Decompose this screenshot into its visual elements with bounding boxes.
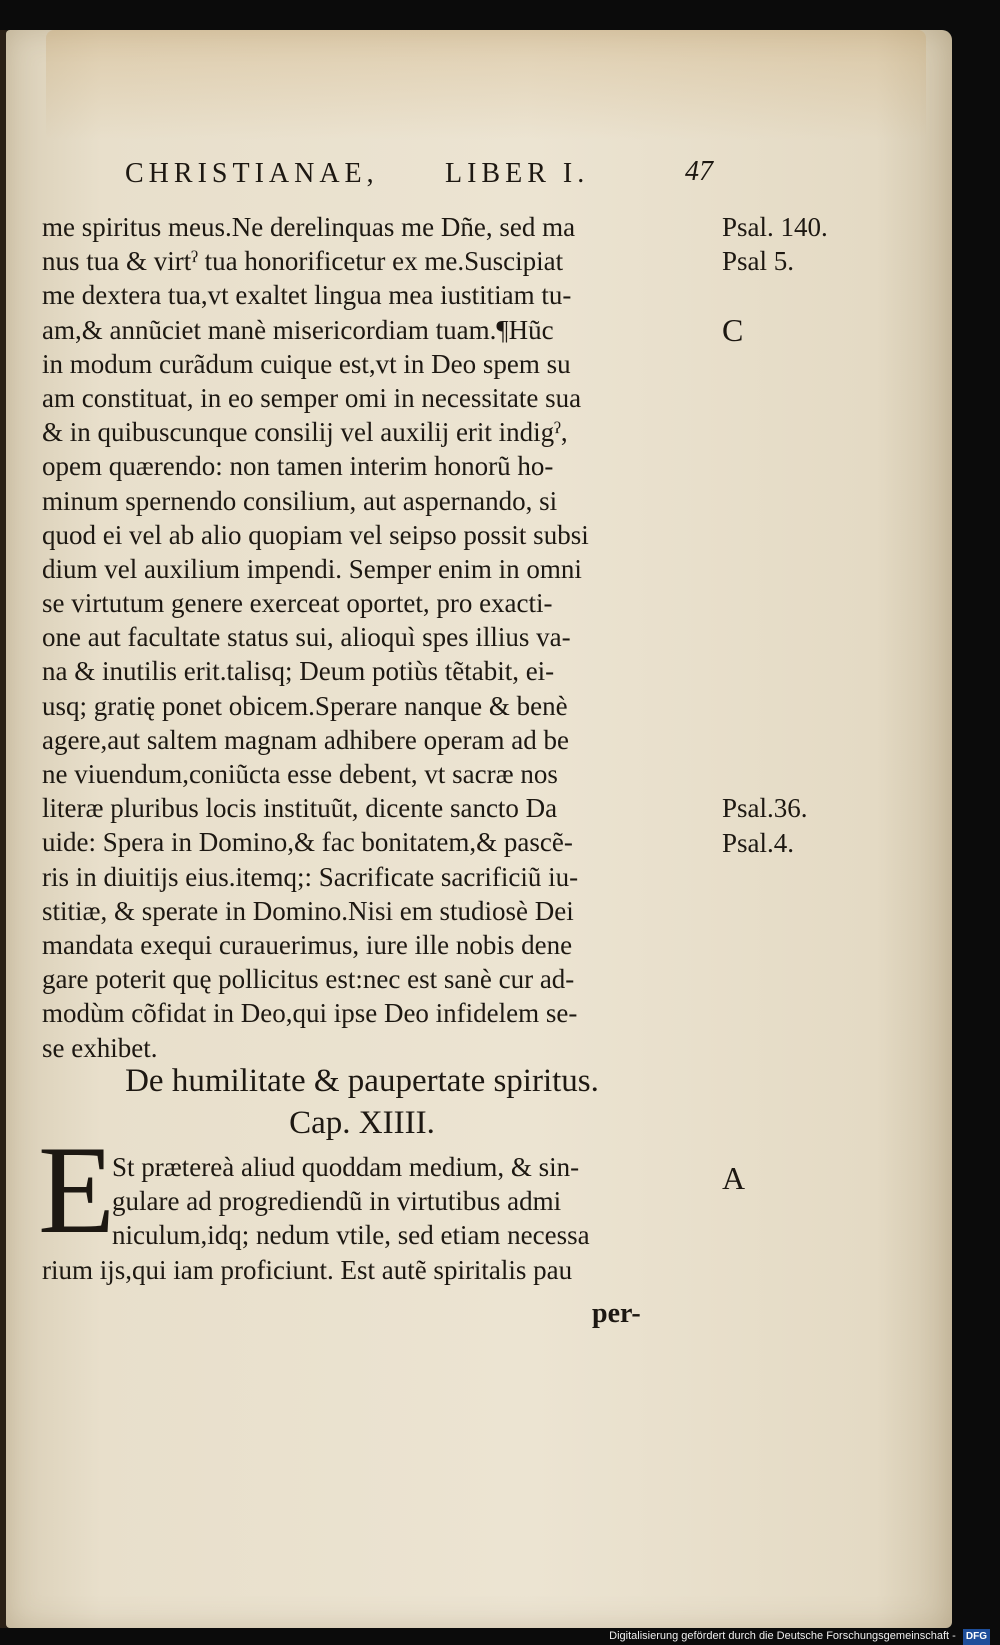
header-title: CHRISTIANAE,: [125, 158, 379, 189]
margin-note: A: [722, 1160, 746, 1197]
chapter-number: Cap. XIIII.: [289, 1105, 435, 1141]
footer-credit: [609, 1628, 990, 1644]
chapter-line: rium ijs,qui iam proficiunt. Est autẽ spiritalis pau: [42, 1254, 573, 1285]
chapter-line: niculum,idq; nedum vtile, sed etiam necessa: [112, 1220, 590, 1251]
text-line: mandata exequi curauerimus, iure ille nobis dene: [42, 929, 573, 960]
text-line: opem quærendo: non tamen interim honorũ ho-: [42, 451, 554, 482]
text-line: literæ pluribus locis instituũt, dicente sancto Da: [42, 793, 558, 824]
text-line: gare poterit quę pollicitus est:nec est sanè cur ad-: [42, 964, 575, 995]
margin-note: Psal.4.: [722, 827, 795, 858]
dfg-logo: DFG: [963, 1629, 990, 1645]
margin-note: Psal 5.: [722, 246, 795, 277]
text-line: & in quibuscunque consilij vel auxilij erit indigˀ,: [42, 417, 568, 448]
text-line: in modum curãdum cuique est,vt in Deo spem su: [42, 348, 571, 379]
text-line: am constituat, in eo semper omi in necessitate sua: [42, 382, 582, 413]
text-line: one aut facultate status sui, alioquì spes illius va-: [42, 622, 571, 653]
text-line: modùm cõfidat in Deo,qui ipse Deo infidelem se-: [42, 998, 578, 1029]
text-line: am,& annũciet manè misericordiam tuam.¶Hũc: [42, 314, 554, 345]
text-line: agere,aut saltem magnam adhibere operam ad be: [42, 724, 570, 755]
text-line: usq; gratię ponet obicem.Sperare nanque & benè: [42, 690, 568, 721]
chapter-heading: [42, 1060, 682, 1144]
catchword: per-: [592, 1298, 641, 1329]
text-line: ris in diuitijs eius.itemq;: Sacrificate sacrificiũ iu-: [42, 861, 579, 892]
drop-cap: E: [38, 1121, 115, 1260]
chapter-text: [42, 1150, 712, 1287]
text-line: dium vel auxilium impendi. Semper enim in omni: [42, 553, 582, 584]
page-number: 47: [685, 156, 713, 187]
footer-text: Digitalisierung gefördert durch die Deutsche Forschungsgemeinschaft -: [609, 1630, 956, 1642]
margin-note: Psal.36.: [722, 793, 808, 824]
water-stain: [46, 30, 926, 140]
text-line: stitiæ, & sperate in Domino.Nisi em studiosè Dei: [42, 895, 574, 926]
text-line: na & inutilis erit.talisq; Deum potiùs tẽtabit, ei-: [42, 656, 555, 687]
text-line: me spiritus meus.Ne derelinquas me Dñe, sed ma: [42, 212, 576, 242]
text-line: uide: Spera in Domino,& fac bonitatem,& pascẽ-: [42, 827, 573, 858]
text-line: minum spernendo consilium, aut aspernando, si: [42, 485, 558, 516]
chapter-line: gulare ad progrediendũ in virtutibus admi: [112, 1186, 562, 1217]
chapter-line: St prætereà aliud quoddam medium, & sin-: [112, 1152, 580, 1182]
margin-note: C: [722, 311, 744, 348]
text-line: ne viuendum,coniũcta esse debent, vt sacræ nos: [42, 759, 558, 789]
text-line: quod ei vel ab alio quopiam vel seipso possit subsi: [42, 519, 589, 550]
text-line: se virtutum genere exerceat oportet, pro exacti-: [42, 588, 553, 619]
margin-note: Psal. 140.: [722, 212, 828, 242]
chapter-title: De humilitate & paupertate spiritus.: [125, 1063, 599, 1099]
text-line: nus tua & virtˀ tua honorificetur ex me.Suscipiat: [42, 246, 564, 277]
header-book: LIBER I.: [445, 158, 590, 189]
text-line: se exhibet.: [42, 1032, 158, 1063]
text-line: me dextera tua,vt exaltet lingua mea iustitiam tu-: [42, 280, 572, 311]
